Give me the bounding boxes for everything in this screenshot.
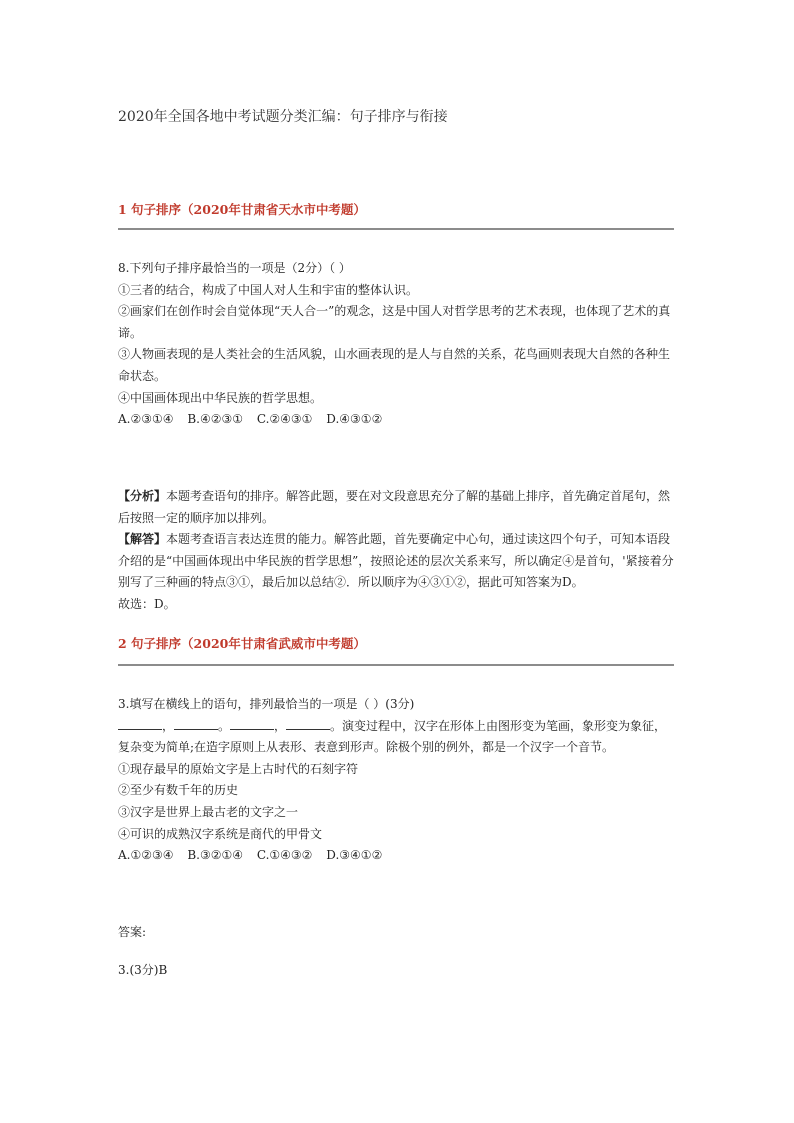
option-b: B.③②①④ bbox=[187, 848, 244, 863]
option-c: C.①④③② bbox=[256, 848, 313, 863]
blank-4[interactable] bbox=[286, 717, 330, 730]
sentence-item: ③汉字是世界上最古老的文字之一 bbox=[118, 804, 299, 819]
question-block-2 bbox=[118, 694, 676, 867]
section-divider-1 bbox=[118, 228, 674, 230]
blank-3[interactable] bbox=[230, 717, 274, 730]
answer-options bbox=[118, 845, 676, 867]
sentence-item: ②画家们在创作时会自觉体现“天人合一”的观念，这是中国人对哲学思考的艺术表现，也体现了艺术的真谛。 bbox=[118, 304, 671, 340]
answer-options bbox=[118, 409, 676, 431]
sentence-item: ②至少有数千年的历史 bbox=[118, 783, 239, 798]
question-stem: 8.下列句子排序最恰当的一项是（2分）（ ） bbox=[118, 261, 351, 275]
option-a: A.①②③④ bbox=[118, 848, 174, 863]
explanation-block-1 bbox=[118, 486, 676, 616]
solution-text: 本题考查语言表达连贯的能力。解答此题，首先要确定中心句，通过读这四个句子，可知本语段介绍的是“中国画体现出中华民族的哲学思想”，按照论述的层次关系来写，所以确定④是首句，'紧接着分别写了三种画的特点③①，最后加以总结②．所以顺序为④③①②，据此可知答案为D。 bbox=[118, 532, 674, 590]
analysis-tag: 【分析】 bbox=[118, 489, 167, 503]
passage-text: 。演变过程中，汉字在形体上由图形变为笔画，象形变为象征，复杂变为简单;在造字原则上从表形、表意到形声。除极个别的例外，都是一个汉字一个音节。 bbox=[118, 718, 667, 755]
sentence-item: ④可识的成熟汉字系统是商代的甲骨文 bbox=[118, 826, 323, 841]
section-heading-1: 1 句子排序（2020年甘肃省天水市中考题） bbox=[118, 202, 366, 217]
option-c: C.②④③① bbox=[256, 412, 313, 427]
blank-1[interactable] bbox=[118, 717, 162, 730]
blank-2[interactable] bbox=[174, 717, 218, 730]
sentence-item: ①现存最早的原始文字是上古时代的石刻字符 bbox=[118, 761, 359, 776]
answer-label: 答案: bbox=[118, 925, 147, 939]
option-b: B.④②③① bbox=[187, 412, 244, 427]
document-title: 2020年全国各地中考试题分类汇编：句子排序与衔接 bbox=[118, 109, 448, 125]
fill-in-passage: ， 。 ， 。演变过程中，汉字在形体上由图形变为笔画，象形变为象征，复杂变为简单;在造字原则上从表形、表意到形声。除极个别的例外，都是一个汉字一个音节。 bbox=[118, 718, 667, 755]
section-heading-2: 2 句子排序（2020年甘肃省武威市中考题） bbox=[118, 636, 366, 651]
sentence-item: ③人物画表现的是人类社会的生活风貌，山水画表现的是人与自然的关系，花鸟画则表现大自然的各种生命状态。 bbox=[118, 347, 671, 383]
section-divider-2 bbox=[118, 664, 674, 666]
answer-value: 3.(3分)B bbox=[118, 963, 168, 977]
option-d: D.④③①② bbox=[326, 412, 383, 427]
sentence-item: ④中国画体现出中华民族的哲学思想。 bbox=[118, 390, 323, 405]
solution-tag: 【解答】 bbox=[118, 532, 167, 547]
solution-paragraph bbox=[118, 529, 676, 594]
option-d: D.③④①② bbox=[326, 848, 383, 863]
final-answer: 故选：D。 bbox=[118, 596, 176, 611]
analysis-paragraph bbox=[118, 486, 676, 529]
sentence-item: ①三者的结合，构成了中国人对人生和宇宙的整体认识。 bbox=[118, 282, 419, 297]
analysis-text: 本题考查语句的排序。解答此题，要在对文段意思充分了解的基础上排序，首先确定首尾句，然后按照一定的顺序加以排列。 bbox=[118, 489, 671, 525]
option-a: A.②③①④ bbox=[118, 412, 174, 427]
question-block-1 bbox=[118, 258, 676, 431]
question-stem: 3.填写在横线上的语句，排列最恰当的一项是（ ）(3分) bbox=[118, 697, 415, 711]
